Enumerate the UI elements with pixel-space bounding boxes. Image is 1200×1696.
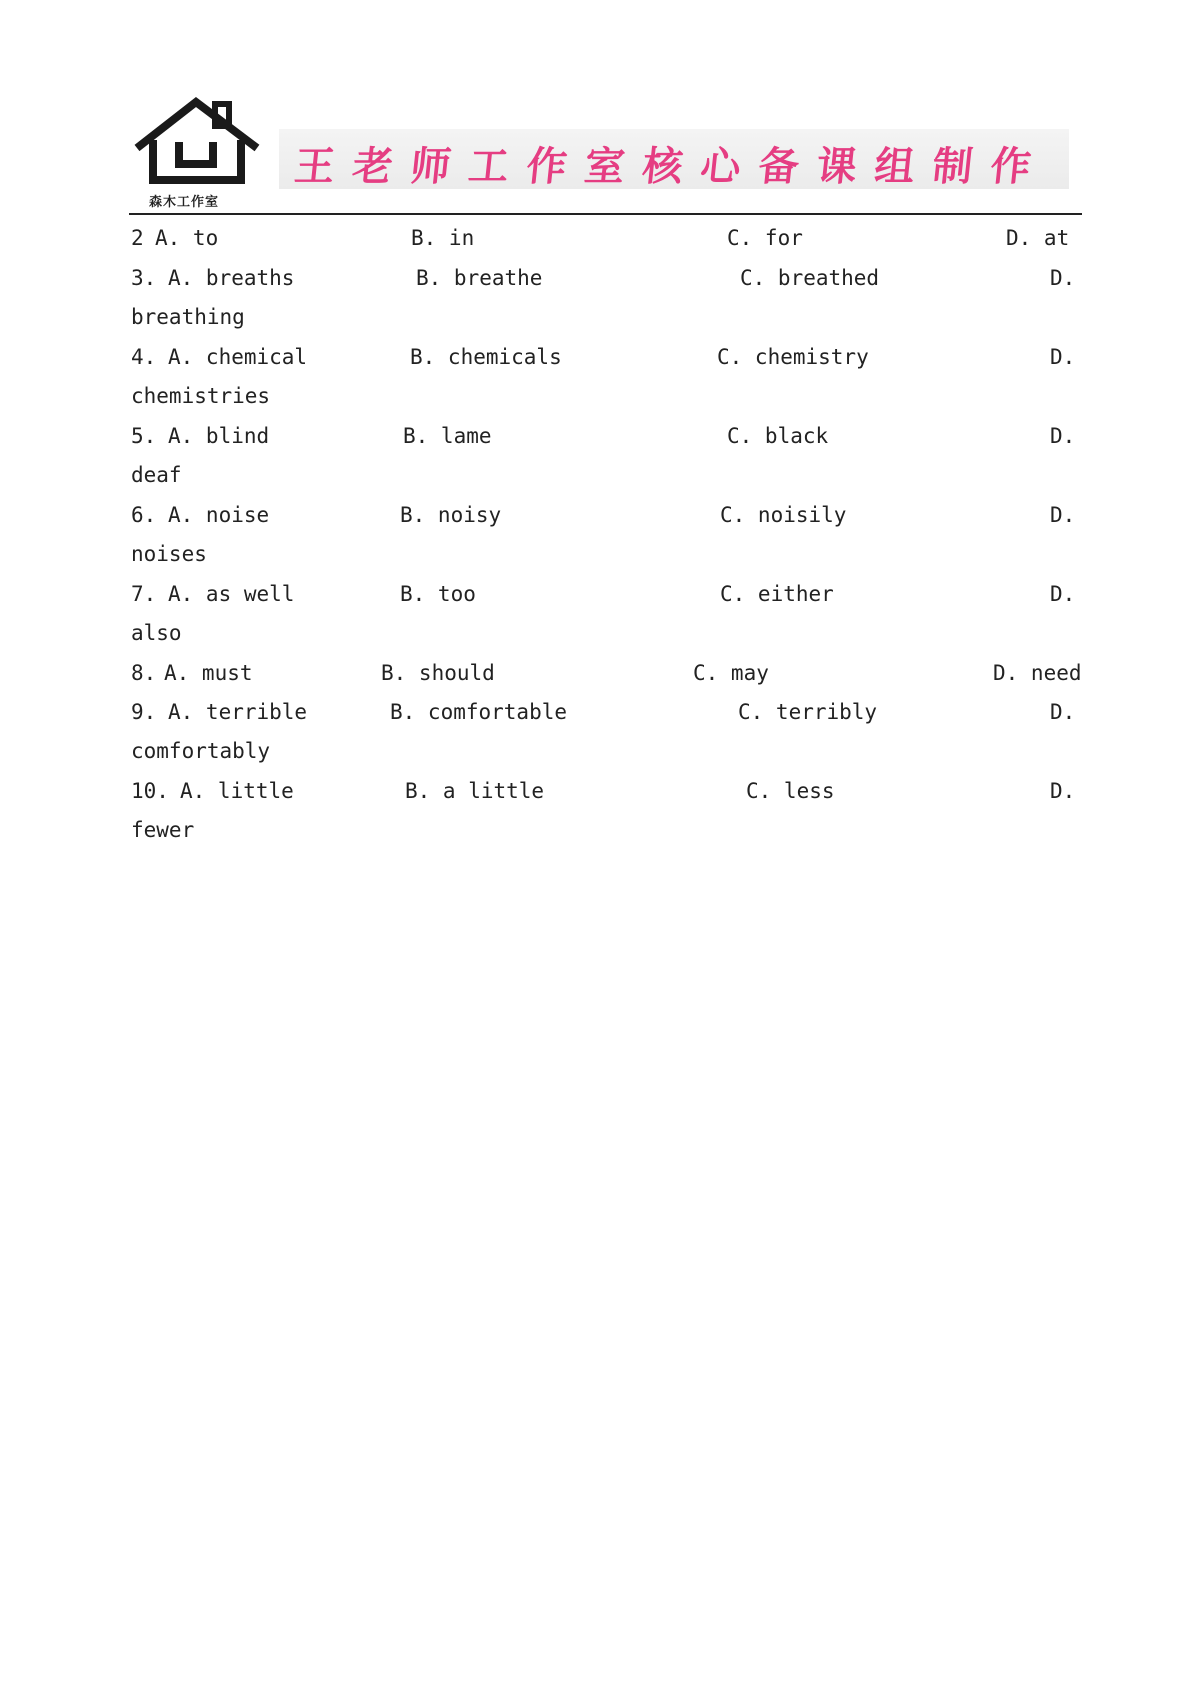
option-b: B. noisy <box>400 503 502 527</box>
option-c: C. either <box>720 582 834 606</box>
option-c: C. terribly <box>738 700 878 724</box>
option-d: D. <box>1050 424 1076 448</box>
option-a: A. to <box>155 226 219 250</box>
option-d: D. need <box>993 661 1082 685</box>
option-b: B. in <box>411 226 475 250</box>
option-a: A. as well <box>168 582 295 606</box>
option-d: D. <box>1050 582 1076 606</box>
option-a: A. must <box>164 661 253 685</box>
question-number: 4. <box>131 345 157 369</box>
option-d-text: chemistries <box>131 384 271 408</box>
option-a: A. terrible <box>168 700 308 724</box>
option-d-text: noises <box>131 542 207 566</box>
page-header <box>129 96 1082 216</box>
option-b: B. chemicals <box>410 345 562 369</box>
option-b: B. comfortable <box>390 700 568 724</box>
option-d: D. at <box>1006 226 1070 250</box>
question-number: 6. <box>131 503 157 527</box>
option-c: C. chemistry <box>717 345 869 369</box>
option-d-text: deaf <box>131 463 182 487</box>
option-d: D. <box>1050 266 1076 290</box>
option-b: B. should <box>381 661 495 685</box>
option-d: D. <box>1050 503 1076 527</box>
option-b: B. breathe <box>416 266 543 290</box>
option-c: C. for <box>727 226 803 250</box>
option-d: D. <box>1050 345 1076 369</box>
option-c: C. less <box>746 779 835 803</box>
option-a: A. chemical <box>168 345 308 369</box>
question-number: 10. <box>131 779 169 803</box>
option-d-text: fewer <box>131 818 195 842</box>
option-a: A. blind <box>168 424 270 448</box>
option-d-text: breathing <box>131 305 245 329</box>
question-number: 5. <box>131 424 157 448</box>
option-c: C. may <box>693 661 769 685</box>
option-d-text: comfortably <box>131 739 271 763</box>
option-b: B. lame <box>403 424 492 448</box>
header-rule <box>129 213 1082 215</box>
banner-title: 王老师工作室核心备课组制作 <box>292 143 1052 190</box>
option-b: B. too <box>400 582 476 606</box>
option-a: A. noise <box>168 503 270 527</box>
option-a: A. breaths <box>168 266 295 290</box>
option-c: C. breathed <box>740 266 880 290</box>
question-number: 2 <box>131 226 144 250</box>
option-b: B. a little <box>405 779 545 803</box>
question-number: 9. <box>131 700 157 724</box>
logo-caption: 森木工作室 <box>149 195 220 210</box>
option-d-text: also <box>131 621 182 645</box>
option-c: C. black <box>727 424 829 448</box>
option-d: D. <box>1050 779 1076 803</box>
option-a: A. little <box>180 779 294 803</box>
question-number: 8. <box>131 661 157 685</box>
question-number: 7. <box>131 582 157 606</box>
option-d: D. <box>1050 700 1076 724</box>
question-number: 3. <box>131 266 157 290</box>
header-banner <box>279 129 1069 189</box>
option-c: C. noisily <box>720 503 847 527</box>
